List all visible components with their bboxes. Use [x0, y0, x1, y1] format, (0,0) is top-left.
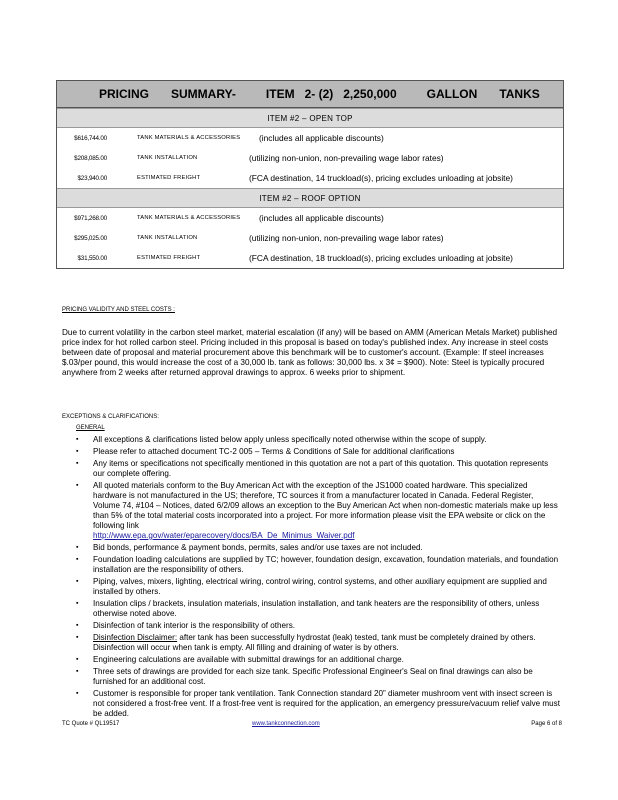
pricing-note: (includes all applicable discounts) [259, 133, 384, 143]
list-item: ▪ Customer is responsible for proper tank ventilation. Tank Connection standard 20” diameter mushroom vent with insect screen is not considered a frost-free vent. If a frost-free vent is required for the application, an emergency pressure/vacuum relief valve must be added. [76, 689, 560, 718]
pricing-note: (utilizing non-union, non-prevailing wage labor rates) [249, 153, 444, 163]
list-item: ▪ Bid bonds, performance & payment bonds, permits, sales and/or use taxes are not included. [76, 543, 423, 552]
buy-american-text: All quoted materials conform to the Buy American Act with the exception of the JS1000 coated hardware. This specialized hardware is not manufactured in the US; therefore, TC sources it from a manufacturer located in Canada. Federal Register, Volume 74, #104 – Notices, dated 6/2/09 allows an exception to the Buy American Act when non-domestic materials make up less than 5% of the total material costs incorporated into a project. For more information please visit the EPA website or click on the following link [93, 481, 558, 530]
pricing-validity-title: PRICING VALIDITY AND STEEL COSTS : [62, 307, 175, 313]
list-item [76, 633, 560, 653]
bullet-icon: ▪ [76, 460, 79, 467]
list-item: ▪ All exceptions & clarifications listed below apply unless specifically noted otherwise within the scope of supply. [76, 435, 487, 444]
list-item: ▪ Engineering calculations are available with submittal drawings for an additional charge. [76, 655, 404, 664]
bullet-icon: ▪ [76, 578, 79, 585]
list-item: ▪ Disinfection of tank interior is the responsibility of others. [76, 621, 295, 630]
list-item: ▪ Piping, valves, mixers, lighting, electrical wiring, control wiring, control systems, and other auxiliary equipment are supplied and installed by others. [76, 577, 547, 596]
pricing-note: (includes all applicable discounts) [259, 213, 384, 223]
list-item: ▪ Insulation clips / brackets, insulation materials, insulation installation, and tank heaters are the responsibility of others, unless otherwise noted above. [76, 599, 540, 618]
list-item: ▪ Any items or specifications not specifically mentioned in this quotation are not a part of this quotation. This quotation represents our complete offering. [76, 459, 549, 478]
pricing-item: TANK MATERIALS & ACCESSORIES [137, 135, 241, 141]
bullet-icon: ▪ [76, 634, 79, 641]
bullet-icon: ▪ [76, 482, 79, 489]
page-number: Page 6 of 8 [531, 721, 562, 727]
pricing-note: (FCA destination, 18 truckload(s), pricing excludes unloading at jobsite) [249, 253, 513, 263]
pricing-row [57, 228, 563, 248]
header-word-item-number: 2- (2) [304, 87, 334, 101]
exceptions-list [76, 435, 560, 721]
pricing-item: TANK INSTALLATION [137, 235, 198, 241]
general-subtitle: GENERAL [76, 425, 105, 431]
pricing-row [57, 208, 563, 228]
bullet-icon: ▪ [76, 690, 79, 697]
pricing-validity-paragraph: Due to current volatility in the carbon steel market, material escalation (if any) will be based on AMM (American Metals Market) published price index for hot rolled carbon steel. Pricing included in this proposal is based on today's published index. Any increase in steel costs between date of proposal and material procurement above this benchmark will be to customer's account. (Example: If steel increases $.03/per pound, this would increase the cost of a 30,000 lb. tank as follows: 30,000 lbs. x 3¢ = $900). Note: Steel is typically procured anywhere from 2 weeks after returned approval drawings to approx. 6 weeks prior to shipment. [62, 328, 558, 377]
pricing-summary-header [57, 81, 563, 108]
header-word-item: ITEM [265, 87, 295, 101]
bullet-icon: ▪ [76, 436, 79, 443]
bullet-icon: ▪ [76, 556, 79, 563]
pricing-note: (utilizing non-union, non-prevailing wage labor rates) [249, 233, 444, 243]
website-link[interactable]: www.tankconnection.com [252, 721, 320, 727]
pricing-summary-table [56, 80, 564, 269]
header-word-tanks: TANKS [499, 87, 540, 101]
bullet-icon: ▪ [76, 544, 79, 551]
bullet-icon: ▪ [76, 668, 79, 675]
pricing-amount: $616,744.00 [74, 134, 107, 142]
pricing-amount: $31,550.00 [77, 254, 107, 262]
pricing-item: TANK MATERIALS & ACCESSORIES [137, 215, 241, 221]
pricing-note: (FCA destination, 14 truckload(s), pricing excludes unloading at jobsite) [249, 173, 513, 183]
pricing-row [57, 148, 563, 168]
header-word-gallon: GALLON [426, 87, 478, 101]
header-word-pricing: PRICING [99, 87, 150, 101]
disinfection-disclaimer-label: Disinfection Disclaimer: [93, 633, 178, 642]
pricing-row [57, 168, 563, 188]
pricing-item: TANK INSTALLATION [137, 155, 198, 161]
pricing-row [57, 248, 563, 268]
bullet-icon: ▪ [76, 656, 79, 663]
bullet-icon: ▪ [76, 600, 79, 607]
pricing-amount: $23,940.00 [77, 174, 107, 182]
list-item: ▪ Foundation loading calculations are supplied by TC; however, foundation design, excavation, foundation materials, and foundation installation are the responsibility of others. [76, 555, 559, 574]
list-item: ▪ Please refer to attached document TC-2 005 – Terms & Conditions of Sale for additional clarifications [76, 447, 455, 456]
header-word-summary: SUMMARY- [171, 87, 236, 101]
list-item: ▪ Three sets of drawings are provided for each size tank. Specific Professional Engineer's Seal on final drawings can also be furnished for an additional cost. [76, 667, 533, 686]
page-footer [62, 721, 562, 731]
header-word-capacity: 2,250,000 [343, 87, 397, 101]
bullet-icon: ▪ [76, 448, 79, 455]
pricing-row [57, 128, 563, 148]
quote-number: TC Quote # QL19517 [62, 721, 120, 727]
bullet-icon: ▪ [76, 622, 79, 629]
pricing-amount: $971,268.00 [74, 214, 107, 222]
epa-waiver-link[interactable]: http://www.epa.gov/water/eparecovery/docs/BA_De_Minimus_Waiver.pdf [93, 531, 355, 540]
list-item [76, 481, 560, 541]
section-open-top-title: ITEM #2 – OPEN TOP [57, 108, 563, 128]
pricing-amount: $295,025.00 [74, 234, 107, 242]
exceptions-title: EXCEPTIONS & CLARIFICATIONS: [62, 414, 159, 420]
pricing-item: ESTIMATED FREIGHT [137, 175, 201, 181]
section-roof-option-title: ITEM #2 – ROOF OPTION [57, 188, 563, 208]
pricing-item: ESTIMATED FREIGHT [137, 255, 201, 261]
pricing-amount: $208,085.00 [74, 154, 107, 162]
disinfection-disclaimer-text: after tank has been successfully hydrostat (leak) tested, tank must be completely drained by others. Disinfection will occur when tank is empty. All filling and draining of water is by others. [93, 633, 536, 652]
